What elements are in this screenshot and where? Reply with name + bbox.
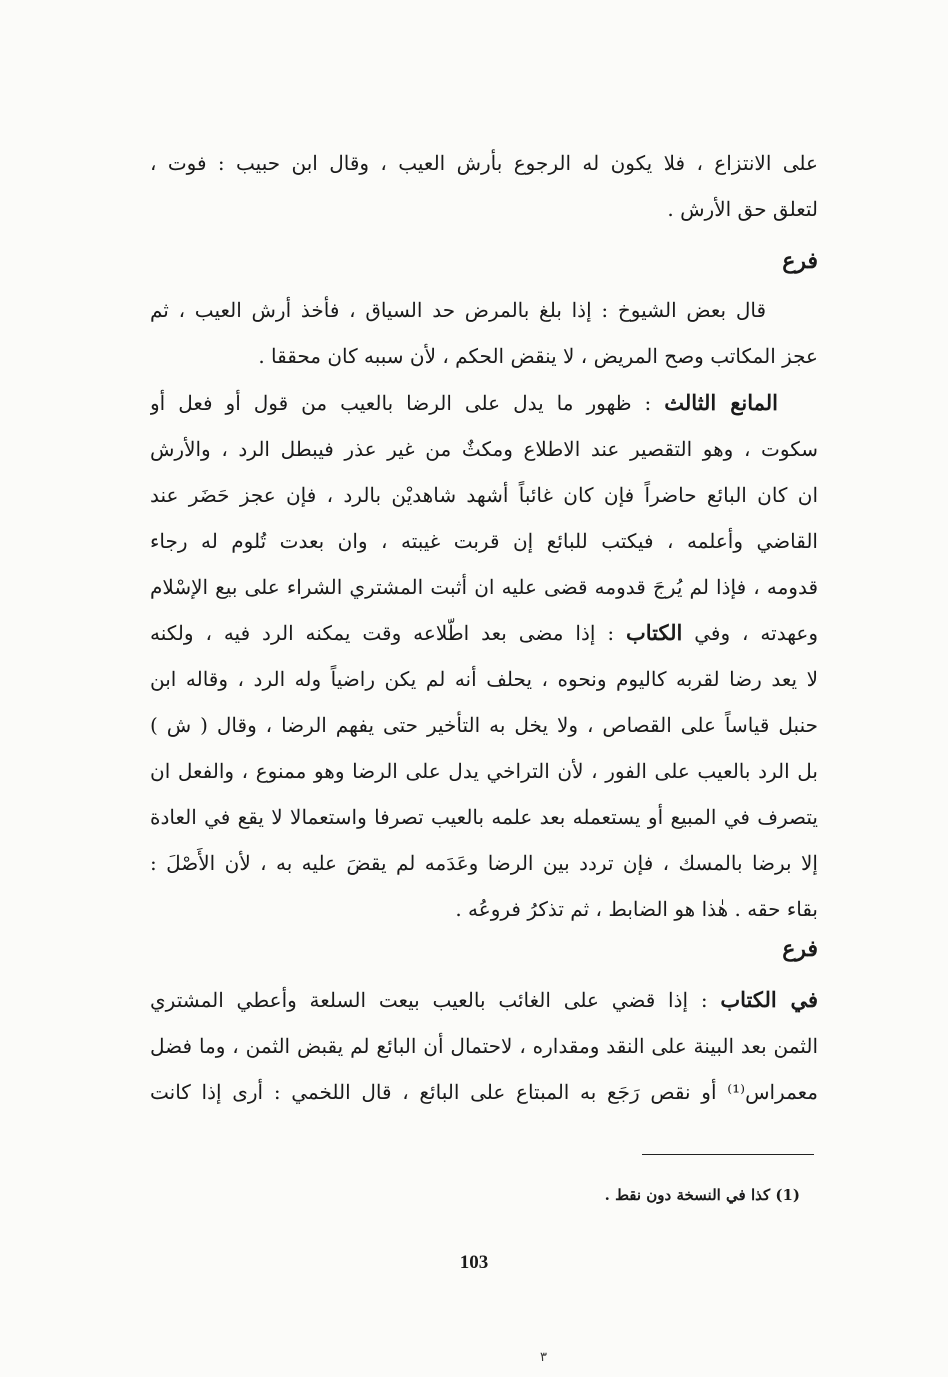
source-term: في الكتاب xyxy=(720,987,818,1012)
text-line: لا يعد رضا لقربه كاليوم ونحوه ، يحلف أنه لم يكن راضياً وله الرد ، وقاله ابن xyxy=(150,667,818,691)
text-line: إلا برضا بالمسك ، فإن تردد بين الرضا وعَدَمه لم يقضَ عليه به ، لأن الأَصْلَ : xyxy=(150,851,818,875)
branch-heading: فرع xyxy=(782,248,818,274)
text-line xyxy=(150,977,818,1023)
text-line: بقاء حقه . هٰذا هو الضابط ، ثم تذكرُ فروعُه . xyxy=(455,897,818,921)
bottom-mark: ٣ xyxy=(540,1350,547,1365)
source-term: الكتاب xyxy=(625,620,683,645)
text-line: القاضي وأعلمه ، فيكتب للبائع إن قربت غيبته ، وان بعدت تُلوم له رجاء xyxy=(150,529,818,553)
text-line: قدومه ، فإذا لم يُرجَ قدومه قضى عليه ان أثبت المشتري الشراء على بيع الإسْلام xyxy=(150,575,818,599)
text-line: بل الرد بالعيب على الفور ، لأن التراخي يدل على الرضا وهو ممنوع ، والفعل ان xyxy=(150,759,818,783)
text-run: : إذا قضي على الغائب بالعيب بيعت السلعة وأعطي المشتري xyxy=(150,988,721,1012)
text-run: وعهدته ، وفي xyxy=(682,621,818,645)
text-line: عجز المكاتب وصح المريض ، لا ينقض الحكم ، لأن سببه كان محققا . xyxy=(258,344,818,368)
text-line: الثمن بعد البينة على النقد ومقداره ، لاحتمال أن البائع لم يقبض الثمن ، وما فضل xyxy=(150,1034,818,1058)
text-line: معمراس⁽¹⁾ أو نقص رَجَع به المبتاع على البائع ، قال اللخمي : أرى إذا كانت xyxy=(150,1080,818,1104)
text-run: : ظهور ما يدل على الرضا بالعيب من قول أو فعل أو xyxy=(150,391,665,415)
paragraph-4 xyxy=(150,977,818,1115)
page-number: 103 xyxy=(459,1252,489,1273)
text-line xyxy=(150,380,818,426)
text-run: : إذا مضى بعد اطّلاعه وقت يمكنه الرد فيه ، ولكنه xyxy=(150,621,626,645)
text-line: يتصرف في المبيع أو يستعمله بعد علمه بالعيب تصرفا واستعمالا لا يقع في العادة xyxy=(150,805,818,829)
text-line: ان كان البائع حاضراً فإن كان غائباً أشهد شاهديْن بالرد ، فإن عجز حَضَر عند xyxy=(150,483,818,507)
section-term: المانع الثالث xyxy=(664,390,778,415)
paragraph-2 xyxy=(150,287,818,379)
branch-heading: فرع xyxy=(782,936,818,962)
paragraph-3 xyxy=(150,380,818,932)
footnote-divider xyxy=(642,1154,814,1155)
text-line: سكوت ، وهو التقصير عند الاطلاع ومكثٌ من غير عذر فيبطل الرد ، والأرش xyxy=(150,437,818,461)
text-line: لتعلق حق الأرش . xyxy=(667,197,818,221)
text-line: حنبل قياساً على القصاص ، ولا يخل به التأخير حتى يفهم الرضا ، وقال ( ش ) xyxy=(150,713,818,737)
footnote: (1) كذا في النسخة دون نقط . xyxy=(604,1186,800,1204)
text-line xyxy=(150,610,818,656)
paragraph-1 xyxy=(150,140,818,232)
text-line: قال بعض الشيوخ : إذا بلغ بالمرض حد السياق ، فأخذ أرش العيب ، ثم xyxy=(150,298,766,322)
text-line: على الانتزاع ، فلا يكون له الرجوع بأرش العيب ، وقال ابن حبيب : فوت ، xyxy=(150,151,818,175)
